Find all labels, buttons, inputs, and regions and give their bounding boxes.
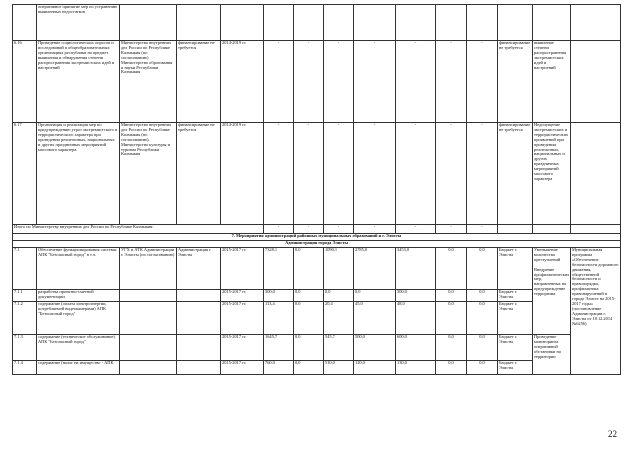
period-cell: 2015-2017 гг. [221, 290, 264, 302]
event-cell: Обеспечение функционирования системы АПК "Безопасный город" в т.ч. [37, 248, 120, 290]
row-number: 7.1 [13, 248, 37, 290]
event-cell: содержание (налог на имущество - АПК [37, 361, 120, 375]
executor-cell: УГХ и АТК Администрации г. Элисты (по согласованию) [120, 248, 177, 290]
value-cell: 45,0 [354, 302, 396, 335]
value-cell: - [436, 225, 467, 234]
value-cell: 0,0 [467, 361, 498, 375]
value-cell: - [396, 41, 436, 123]
result-cell: Недопущение экстремистских и террористических проявлений при проведении религиозных, национальных и других праздничных мероприятий массового характера [533, 123, 571, 225]
event-cell: содержание (оплата электроэнергии, потребляемой видеокамерами) АПК "Безопасный город" [37, 302, 120, 335]
value-cell: 3453,0 [396, 248, 436, 290]
value-cell: 0,0 [436, 302, 467, 335]
row-number: 7.1.2 [13, 302, 37, 335]
section-title: 7. Мероприятия администраций районных муниципальных образований и г. Элисты [13, 234, 621, 241]
value-cell: 0,0 [294, 290, 324, 302]
value-cell: 0,0 [436, 361, 467, 375]
value-cell: - [354, 225, 396, 234]
event-cell: содержание (техническое обслуживание) АПК "Безопасный город" [37, 335, 120, 361]
financing-cell: Администрация г. Элисты [177, 248, 221, 290]
executor-cell: Министерство внутренних дел России по Республике Калмыкия (по согласованию), Министерство культуры и туризма Республики Калмыкия [120, 123, 177, 225]
value-cell: 300,0 [396, 290, 436, 302]
period-cell: 2015-2017 гг. [221, 335, 264, 361]
value-cell: 300,0 [264, 290, 294, 302]
value-cell: - [264, 41, 294, 123]
value-cell: 545,7 [324, 335, 354, 361]
value-cell: 0,0 [467, 335, 498, 361]
row-number: 7.1.4 [13, 361, 37, 375]
result-cell: Проведение мониторинга оперативной обстановки на территории [533, 335, 571, 375]
value-cell: - [467, 41, 498, 123]
value-cell: 500,0 [354, 335, 396, 361]
event-cell: Проведение социологических опросов и исследований в общеобразовательных организациях республики на предмет выявления и обнаружения степени распространения экстремистских идей и настроений [37, 41, 120, 123]
value-cell: 0,0 [436, 290, 467, 302]
value-cell: 120,0 [354, 361, 396, 375]
table-row [13, 361, 621, 375]
event-cell: Организация и реализация мер по предупреждению угроз экстремистского и террористического характера при проведении религиозных, национальных и других праздничных мероприятий массового характера [37, 123, 120, 225]
source-cell: финансирование не требуется [498, 41, 533, 123]
event-cell: оперативное принятие мер по устранению выявленных недостатков [37, 5, 120, 41]
value-cell: 1645,7 [264, 335, 294, 361]
table-row-continuation [13, 5, 621, 41]
value-cell: - [354, 41, 396, 123]
value-cell: - [324, 225, 354, 234]
section-heading-row [13, 234, 621, 241]
value-cell: 760,0 [264, 361, 294, 375]
source-cell: финансирование не требуется [498, 123, 533, 225]
period-cell: 2015-2017 гг. [221, 248, 264, 290]
value-cell: 2785,0 [354, 248, 396, 290]
row-number: 7.1.1 [13, 290, 37, 302]
value-cell: - [396, 123, 436, 225]
value-cell: - [294, 225, 324, 234]
value-cell: 20,4 [324, 302, 354, 335]
value-cell: - [467, 225, 498, 234]
table-row [13, 335, 621, 361]
table-row [13, 123, 621, 225]
value-cell: - [294, 41, 324, 123]
period-cell: 2015-2017 гг. [221, 361, 264, 375]
source-cell: Бюджет г. Элисты [498, 335, 533, 361]
value-cell: - [294, 123, 324, 225]
value-cell: 7328,1 [264, 248, 294, 290]
value-cell: 113,4 [264, 302, 294, 335]
value-cell: 0,0 [436, 248, 467, 290]
value-cell: 0,0 [294, 302, 324, 335]
document-page [12, 4, 620, 375]
value-cell: 0,0 [324, 290, 354, 302]
period-cell: 2015-2017 гг. [221, 302, 264, 335]
table-row [13, 248, 621, 290]
value-cell: 48,0 [396, 302, 436, 335]
value-cell: 1090,1 [324, 248, 354, 290]
value-cell: 0,0 [294, 335, 324, 361]
table-row [13, 41, 621, 123]
value-cell: - [264, 225, 294, 234]
value-cell: - [436, 41, 467, 123]
program-table [12, 4, 621, 375]
row-number: 7.1.3 [13, 335, 37, 361]
source-cell: Бюджет г. Элисты [498, 290, 533, 302]
financing-cell: финансирование не требуется [177, 41, 221, 123]
value-cell: - [467, 123, 498, 225]
table-row [13, 290, 621, 302]
section-subtitle: Администрация города Элисты [13, 241, 621, 248]
value-cell: 600,0 [396, 335, 436, 361]
period-cell: 2014-2019 гг. [221, 41, 264, 123]
row-number: 6.17 [13, 123, 37, 225]
value-cell: - [324, 123, 354, 225]
value-cell: 130,0 [396, 361, 436, 375]
value-cell: - [324, 41, 354, 123]
program-cell: Муниципальная программа «Обеспечение безопасности дорожного движения, общественной безопасности и правопорядка, профилактика правонарушений в городе Элисте на 2015-2017 годы» (постановление Администрации г. Элисты от 18.12.2014 №6256) [571, 248, 621, 375]
value-cell: 0,0 [467, 248, 498, 290]
row-number: 6.16 [13, 41, 37, 123]
event-cell: разработка проектно-сметной документации [37, 290, 120, 302]
value-cell: - [436, 123, 467, 225]
period-cell: 2014-2019 гг. [221, 123, 264, 225]
total-label: Итого по Министерству внутренних дел России по Республике Калмыкия: [13, 225, 264, 234]
result-cell: выявление степени распространения экстремистских идей и настроений [533, 41, 571, 123]
source-cell: Бюджет г. Элисты [498, 361, 533, 375]
value-cell: 0,0 [436, 335, 467, 361]
value-cell: 0,0 [294, 248, 324, 290]
value-cell: 510,0 [324, 361, 354, 375]
table-row [13, 302, 621, 335]
value-cell: - [264, 123, 294, 225]
total-row [13, 225, 621, 234]
value-cell: 0,0 [467, 290, 498, 302]
value-cell: - [396, 225, 436, 234]
result-cell: Уменьшение количества преступлений Внедрение профилактических мер, направленных на предупреждение терроризма [533, 248, 571, 335]
value-cell: - [354, 123, 396, 225]
executor-cell: Министерство внутренних дел России по Республике Калмыкия (по согласованию) Министерство образования и науки Республики Калмыкия [120, 41, 177, 123]
value-cell: 0,0 [467, 302, 498, 335]
financing-cell: финансирование не требуется [177, 123, 221, 225]
source-cell: Бюджет г. Элисты [498, 302, 533, 335]
section-subheading-row [13, 241, 621, 248]
value-cell: 0,0 [354, 290, 396, 302]
page-number: 22 [608, 429, 617, 439]
value-cell: 0,0 [294, 361, 324, 375]
source-cell: Бюджет г. Элисты [498, 248, 533, 290]
